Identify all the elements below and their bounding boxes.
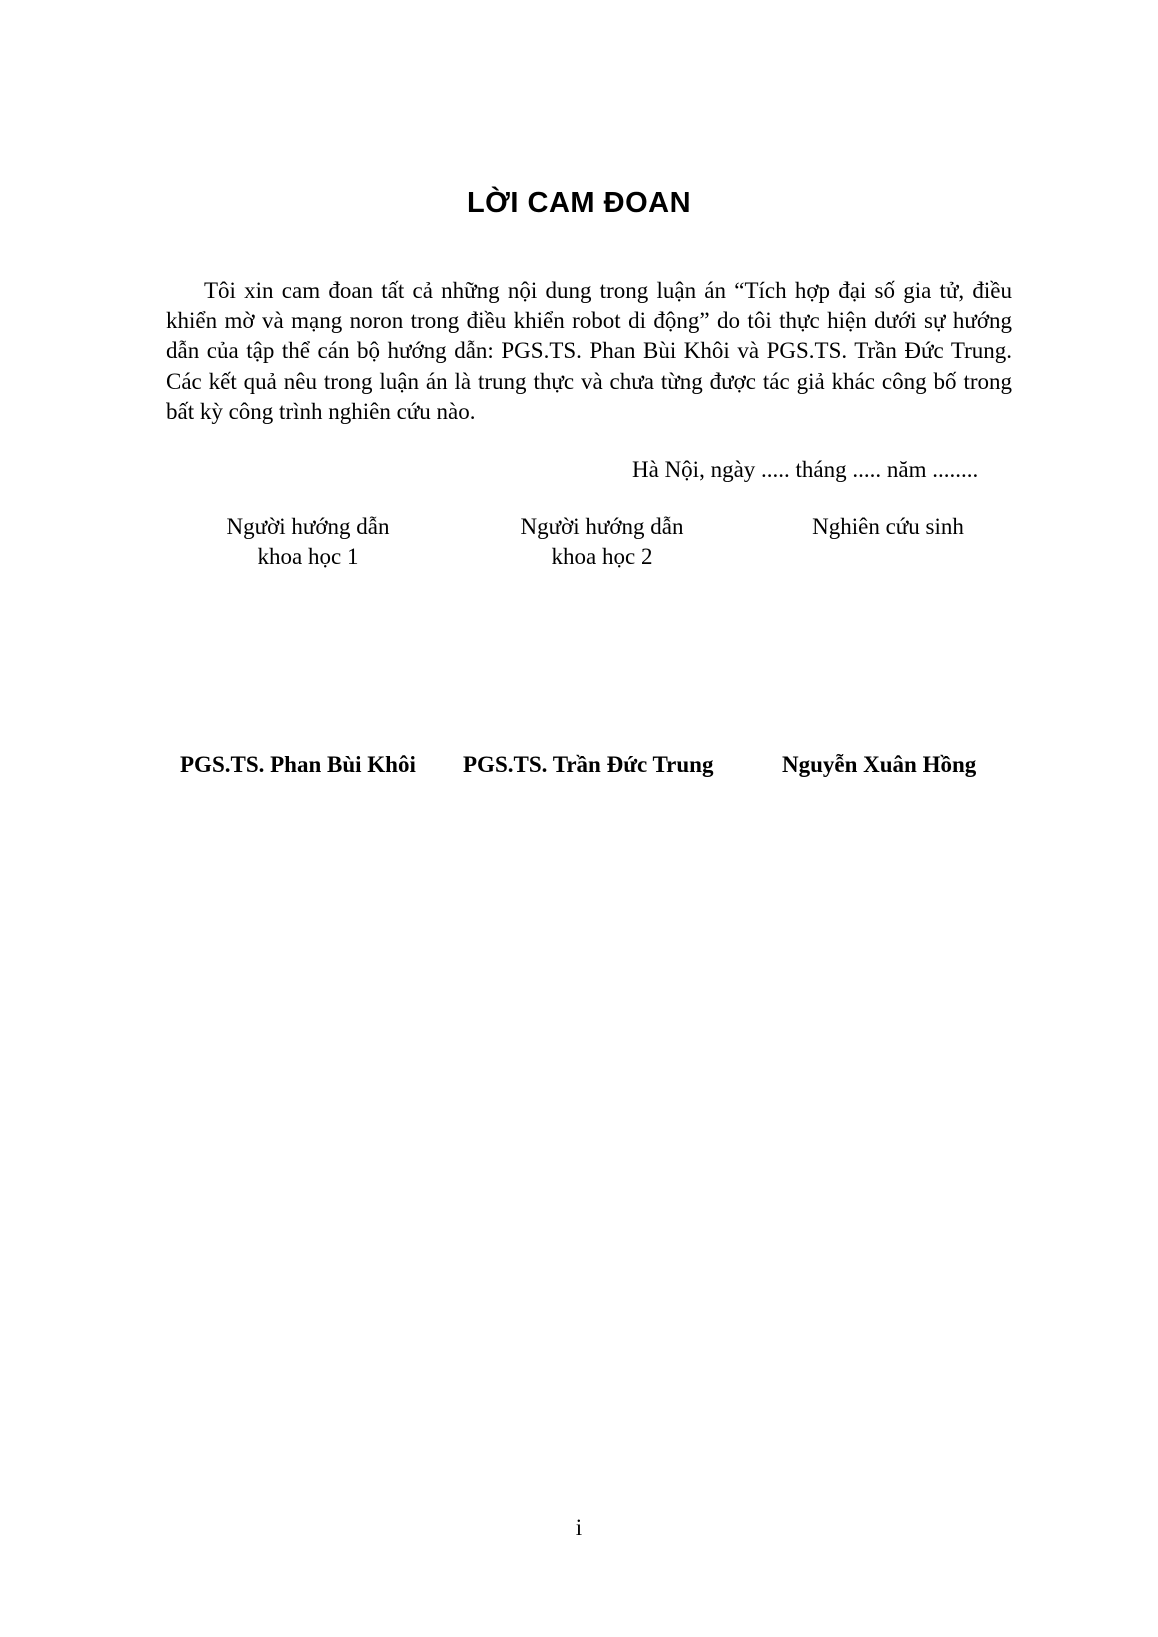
signatory-name-phd-candidate: Nguyễn Xuân Hồng (782, 752, 977, 777)
signatory-role-line: Người hướng dẫn (226, 514, 390, 539)
signatory-role-line: Nghiên cứu sinh (812, 514, 964, 539)
signatory-role-advisor-2 (472, 512, 732, 572)
signatory-name-advisor-1: PGS.TS. Phan Bùi Khôi (180, 752, 416, 777)
signatory-role-advisor-1 (178, 512, 438, 572)
signatory-role-phd-candidate (758, 512, 1018, 542)
date-line: Hà Nội, ngày ..... tháng ..... năm ........ (632, 457, 979, 482)
signatory-role-line: khoa học 2 (551, 544, 653, 569)
signatory-name-advisor-2: PGS.TS. Trần Đức Trung (463, 752, 714, 777)
page-number: i (575, 1515, 583, 1540)
page-title: LỜI CAM ĐOAN (466, 187, 692, 219)
signatory-role-line: khoa học 1 (257, 544, 359, 569)
signatory-role-line: Người hướng dẫn (520, 514, 684, 539)
declaration-paragraph: Tôi xin cam đoan tất cả những nội dung trong luận án “Tích hợp đại số gia tử, điều khiển mờ và mạng noron trong điều khiển robot di động” do tôi thực hiện dưới sự hướng dẫn của tập thể cán bộ hướng dẫn: PGS.TS. Phan Bùi Khôi và PGS.TS. Trần Đức Trung. Các kết quả nêu trong luận án là trung thực và chưa từng được tác giả khác công bố trong bất kỳ công trình nghiên cứu nào. (166, 278, 1012, 424)
